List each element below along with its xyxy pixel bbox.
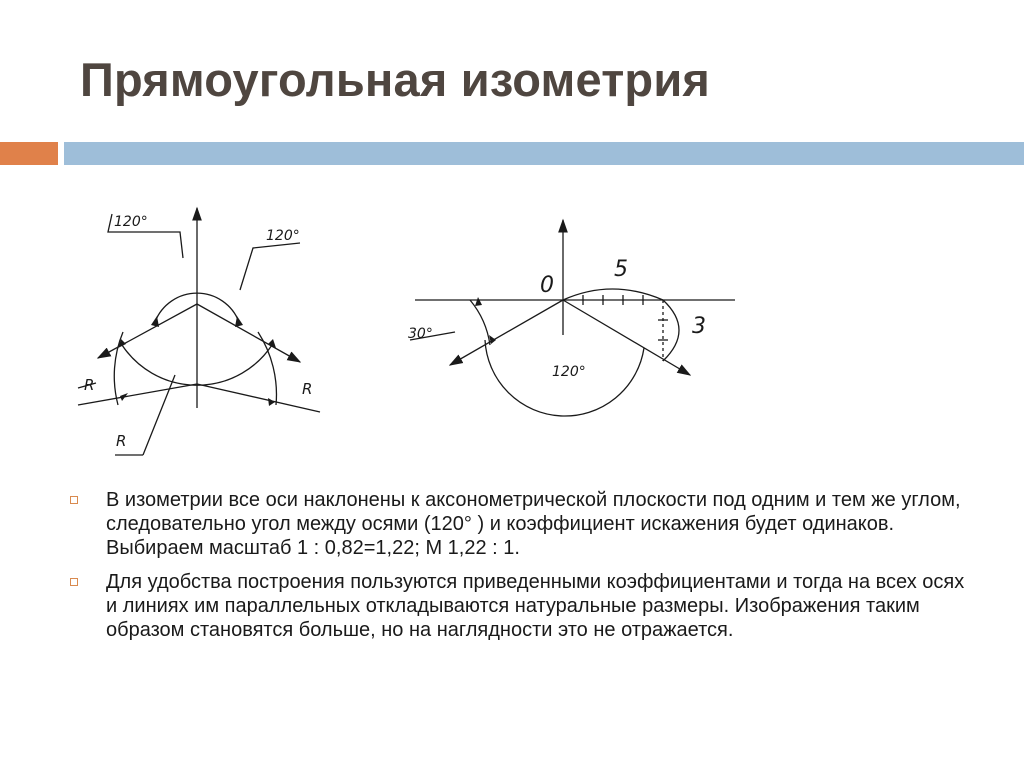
hollow-square-bullet-icon xyxy=(70,496,78,504)
slide-title: Прямоугольная изометрия xyxy=(80,53,711,106)
arrowhead-30-top xyxy=(475,297,482,306)
r-line-left xyxy=(78,384,197,405)
bullet-item xyxy=(66,488,976,560)
label-5: 5 xyxy=(614,257,628,282)
right-arrowheads xyxy=(475,297,496,344)
leader-120-right xyxy=(240,243,300,290)
bullet-item xyxy=(66,570,976,642)
accent-bar xyxy=(0,142,58,165)
label-120-right: 120° xyxy=(266,228,300,244)
bullet-text: Для удобства построения пользуются приведенными коэффициентами и тогда на всех осях и линиях им параллельных откладываются натуральные размеры. Изображения таким образом становятся больше, но на наглядности это не отражается. xyxy=(106,571,965,641)
arrowhead-bottom-right xyxy=(268,398,275,406)
r-line-bottom xyxy=(143,375,175,455)
label-r-right: R xyxy=(302,380,313,398)
bullet-list xyxy=(66,488,976,652)
hollow-square-bullet-icon xyxy=(70,578,78,586)
label-3: 3 xyxy=(692,314,706,339)
label-30-degrees: 30° xyxy=(408,326,433,342)
label-120-degrees: 120° xyxy=(552,364,586,380)
arrowhead-arc-left xyxy=(151,316,159,327)
right-labels xyxy=(408,257,706,380)
arc-5-units xyxy=(563,289,663,300)
isometry-diagram xyxy=(60,190,760,470)
arc-3-units xyxy=(663,300,679,361)
label-r-left: R xyxy=(84,376,95,394)
right-axis-left xyxy=(450,300,563,365)
right-construction xyxy=(410,220,735,416)
left-construction xyxy=(78,208,320,455)
arrowhead-arc-right xyxy=(235,316,243,327)
axis-left xyxy=(98,304,197,358)
left-labels xyxy=(84,214,312,450)
axis-right xyxy=(197,304,300,362)
label-r-bottom: R xyxy=(116,432,127,450)
label-origin-0: 0 xyxy=(540,273,554,298)
label-120-left: 120° xyxy=(114,214,148,230)
bullet-text: В изометрии все оси наклонены к аксонометрической плоскости под одним и тем же углом, следовательно угол между осями (120° ) и коэффициент искажения будет одинаков. Выбираем масштаб 1 : 0,82=1,22; М 1,22 : 1. xyxy=(106,489,961,559)
arc-30 xyxy=(470,300,490,345)
title-divider-bar xyxy=(64,142,1024,165)
